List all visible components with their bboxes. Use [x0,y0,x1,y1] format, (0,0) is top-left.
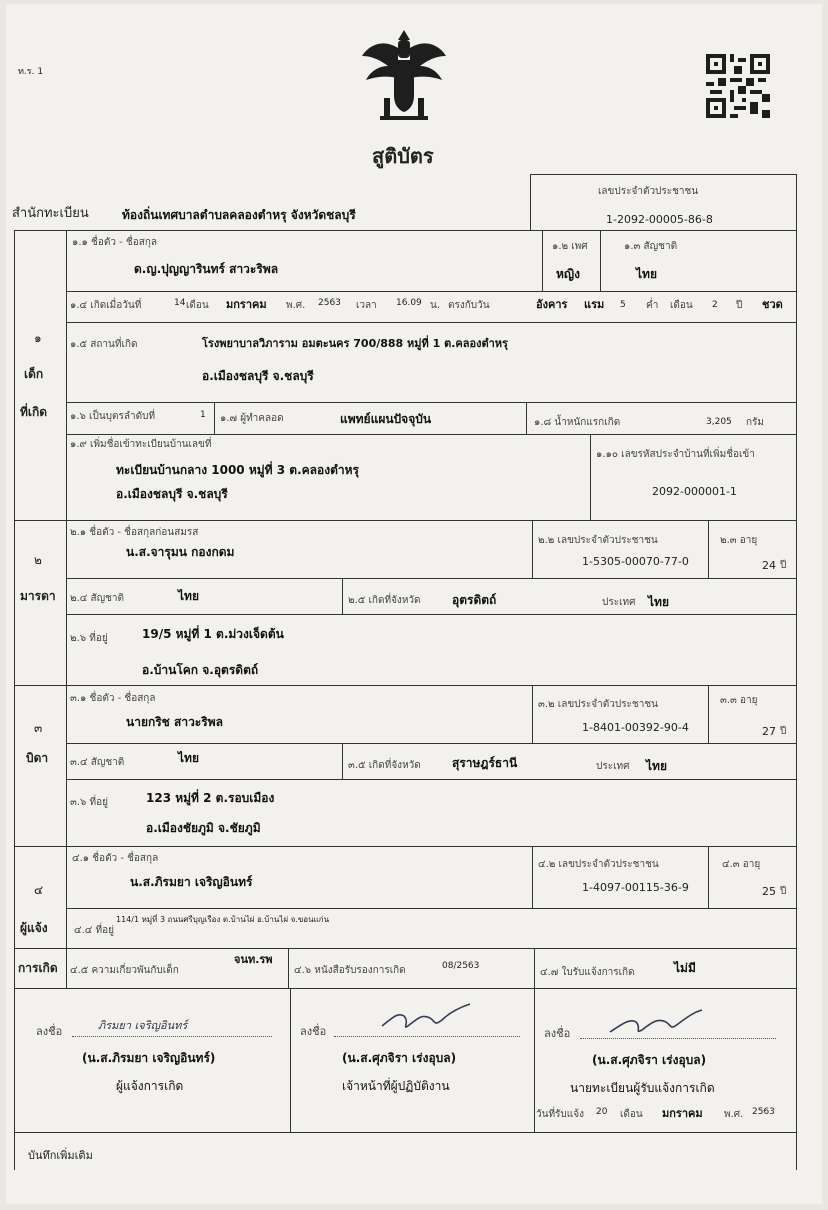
mother-name-label: ๒.๑ ชื่อตัว - ชื่อสกุลก่อนสมรส [70,527,199,538]
registrar-signature-icon [606,1000,706,1040]
child-lunar-day-label: ค่ำ [646,300,659,311]
child-weekday-label: ตรงกับวัน [448,300,490,311]
child-place-line2: อ.เมืองชลบุรี จ.ชลบุรี [202,369,314,383]
sign-label-informant: ลงชื่อ [36,1025,63,1038]
received-month: มกราคม [662,1107,703,1120]
informant-address: 114/1 หมู่ที่ 3 ถนนศรีบุญเรือง ต.บ้านไผ่ อ.บ้านไผ่ จ.ขอนแก่น [116,915,330,924]
child-order: 1 [200,410,206,420]
child-order-label: ๑.๖ เป็นบุตรลำดับที่ [70,411,156,422]
child-month: มกราคม [226,298,267,311]
father-section-no: ๓ [34,721,43,735]
father-nationality: ไทย [178,751,199,765]
child-lunar-month-label: เดือน [670,300,693,311]
notes-label: บันทึกเพิ่มเติม [28,1149,93,1162]
child-weight: 3,205 [706,417,732,427]
mother-province-label: ๒.๕ เกิดที่จังหวัด [348,595,421,606]
informant-relation: จนท.รพ [234,953,273,966]
received-year: 2563 [752,1107,775,1117]
informant-relation-label: ๔.๕ ความเกี่ยวพันกับเด็ก [70,965,179,976]
sign-label-officer: ลงชื่อ [300,1025,327,1038]
child-zodiac-label: ปี [736,300,743,311]
child-place-label: ๑.๕ สถานที่เกิด [70,339,138,350]
child-sex: หญิง [556,267,580,281]
informant-cert: 08/2563 [442,961,480,971]
father-id-label: ๓.๒ เลขประจำตัวประชาชน [538,699,658,710]
office-label: สำนักทะเบียน [12,206,89,221]
registrar-role: นายทะเบียนผู้รับแจ้งการเกิด [570,1081,715,1095]
informant-age-unit: ปี [780,886,787,897]
birth-certificate [6,4,822,1204]
informant-role: ผู้แจ้งการเกิด [116,1079,184,1093]
father-province: สุราษฎร์ธานี [452,756,518,770]
father-address-line1: 123 หมู่ที่ 2 ต.รอบเมือง [146,791,275,805]
mother-age-label: ๒.๓ อายุ [720,535,758,546]
mother-address-line2: อ.บ้านโคก จ.อุตรดิตถ์ [142,663,259,677]
informant-age: 25 [762,885,776,898]
informant-printed-name: (น.ส.ภิรมยา เจริญอินทร์) [82,1051,216,1065]
mother-name: น.ส.จารุมน กองกดม [126,545,235,559]
mother-id: 1-5305-00070-77-0 [582,555,689,568]
mother-province: อุตรดิตถ์ [452,593,497,607]
informant-receipt: ไม่มี [674,961,696,975]
mother-nationality: ไทย [178,589,199,603]
informant-name-label: ๔.๑ ชื่อตัว - ชื่อสกุล [72,853,159,864]
child-sex-label: ๑.๒ เพศ [552,241,588,252]
child-lunar-month: 2 [712,300,718,310]
child-lunar-day: 5 [620,300,626,310]
child-house-line1: ทะเบียนบ้านกลาง 1000 หมู่ที่ 3 ต.คลองตำหรุ [116,463,359,477]
child-section-title: เด็ก [24,367,44,381]
child-weekday: อังคาร [536,298,568,311]
mother-section-no: ๒ [34,553,42,567]
form-code: ท.ร. 1 [18,67,44,77]
child-section-no: ๑ [34,331,42,345]
father-address-line2: อ.เมืองชัยภูมิ จ.ชัยภูมิ [146,821,261,835]
father-section-title: บิดา [26,751,49,765]
father-nationality-label: ๓.๔ สัญชาติ [70,757,125,768]
mother-id-label: ๒.๒ เลขประจำตัวประชาชน [538,535,658,546]
mother-address-label: ๒.๖ ที่อยู่ [70,633,108,644]
mother-country-label: ประเทศ [602,597,636,608]
father-province-label: ๓.๕ เกิดที่จังหวัด [348,760,421,771]
child-nationality-label: ๑.๓ สัญชาติ [624,241,678,252]
child-born-label: ๑.๔ เกิดเมื่อวันที่ [70,300,142,311]
mother-country: ไทย [648,595,669,609]
father-name: นายกริช สาวะริพล [126,715,223,729]
father-country: ไทย [646,759,667,773]
child-year-label: พ.ศ. [286,300,306,311]
informant-receipt-label: ๔.๗ ใบรับแจ้งการเกิด [540,967,635,978]
sign-label-registrar: ลงชื่อ [544,1027,571,1040]
child-month-label: เดือน [186,300,209,311]
mother-age-unit: ปี [780,560,787,571]
informant-age-label: ๔.๓ อายุ [722,859,761,870]
informant-section-title: ผู้แจ้ง [20,921,48,935]
officer-printed-name: (น.ส.ศุภจิรา เร่งอุบล) [342,1051,457,1065]
informant-cert-label: ๔.๖ หนังสือรับรองการเกิด [294,965,406,976]
child-zodiac: ชวด [762,298,783,311]
informant-signature: ภิรมยา เจริญอินทร์ [98,1019,188,1032]
child-year: 2563 [318,298,341,308]
father-name-label: ๓.๑ ชื่อตัว - ชื่อสกุล [70,693,156,704]
informant-name: น.ส.ภิรมยา เจริญอินทร์ [130,875,253,889]
received-day: 20 [596,1107,608,1117]
child-house-code: 2092-000001-1 [652,485,737,498]
father-address-label: ๓.๖ ที่อยู่ [70,797,108,808]
officer-role: เจ้าหน้าที่ผู้ปฏิบัติงาน [342,1079,450,1093]
child-name-label: ๑.๑ ชื่อตัว - ชื่อสกุล [72,237,157,248]
informant-section-no: ๔ [34,883,44,897]
received-label: วันที่รับแจ้ง [536,1109,584,1120]
child-place-line1: โรงพยาบาลวิภาราม อมตะนคร 700/888 หมู่ที่ 1 ต.คลองตำหรุ [202,337,508,350]
child-lunar-phase: แรม [584,298,605,311]
office-value: ท้องถิ่นเทศบาลตำบลคลองตำหรุ จังหวัดชลบุรี [122,208,356,222]
informant-section-title-2: การเกิด [18,961,58,975]
child-attendant-label: ๑.๗ ผู้ทำคลอด [220,413,284,424]
qr-code [706,54,770,118]
father-age-unit: ปี [780,726,787,737]
registry-id-value: 1-2092-00005-86-8 [606,213,713,226]
child-nationality: ไทย [636,267,657,281]
officer-signature-icon [378,996,474,1036]
mother-address-line1: 19/5 หมู่ที่ 1 ต.ม่วงเจ็ดต้น [142,627,284,641]
received-year-label: พ.ศ. [724,1109,744,1120]
garuda-emblem [358,26,450,122]
informant-id-label: ๔.๒ เลขประจำตัวประชาชน [538,859,659,870]
child-weight-label: ๑.๘ น้ำหนักแรกเกิด [534,417,621,428]
father-age-label: ๓.๓ อายุ [720,695,758,706]
child-name: ด.ญ.ปุญญารินทร์ สาวะริพล [134,262,279,276]
child-attendant: แพทย์แผนปัจจุบัน [340,412,432,426]
mother-section-title: มารดา [20,589,56,603]
father-country-label: ประเทศ [596,761,630,772]
registry-id-label: เลขประจำตัวประชาชน [598,186,699,197]
child-time: 16.09 [396,298,422,308]
informant-id: 1-4097-00115-36-9 [582,881,689,894]
child-house-line2: อ.เมืองชลบุรี จ.ชลบุรี [116,487,228,501]
received-month-label: เดือน [620,1109,643,1120]
child-section-title-2: ที่เกิด [20,405,48,419]
child-day: 14 [174,298,186,308]
mother-nationality-label: ๒.๔ สัญชาติ [70,593,125,604]
informant-address-label: ๔.๔ ที่อยู่ [74,925,114,936]
child-time-unit: น. [430,300,441,311]
father-id: 1-8401-00392-90-4 [582,721,689,734]
registrar-printed-name: (น.ส.ศุภจิรา เร่งอุบล) [592,1053,707,1067]
child-house-code-label: ๑.๑๐ เลขรหัสประจำบ้านที่เพิ่มชื่อเข้า [596,449,755,460]
child-time-label: เวลา [356,300,377,311]
mother-age: 24 [762,559,776,572]
document-title: สูติบัตร [372,144,434,168]
child-weight-unit: กรัม [746,417,765,428]
father-age: 27 [762,725,776,738]
child-house-label: ๑.๙ เพิ่มชื่อเข้าทะเบียนบ้านเลขที่ [70,439,212,450]
